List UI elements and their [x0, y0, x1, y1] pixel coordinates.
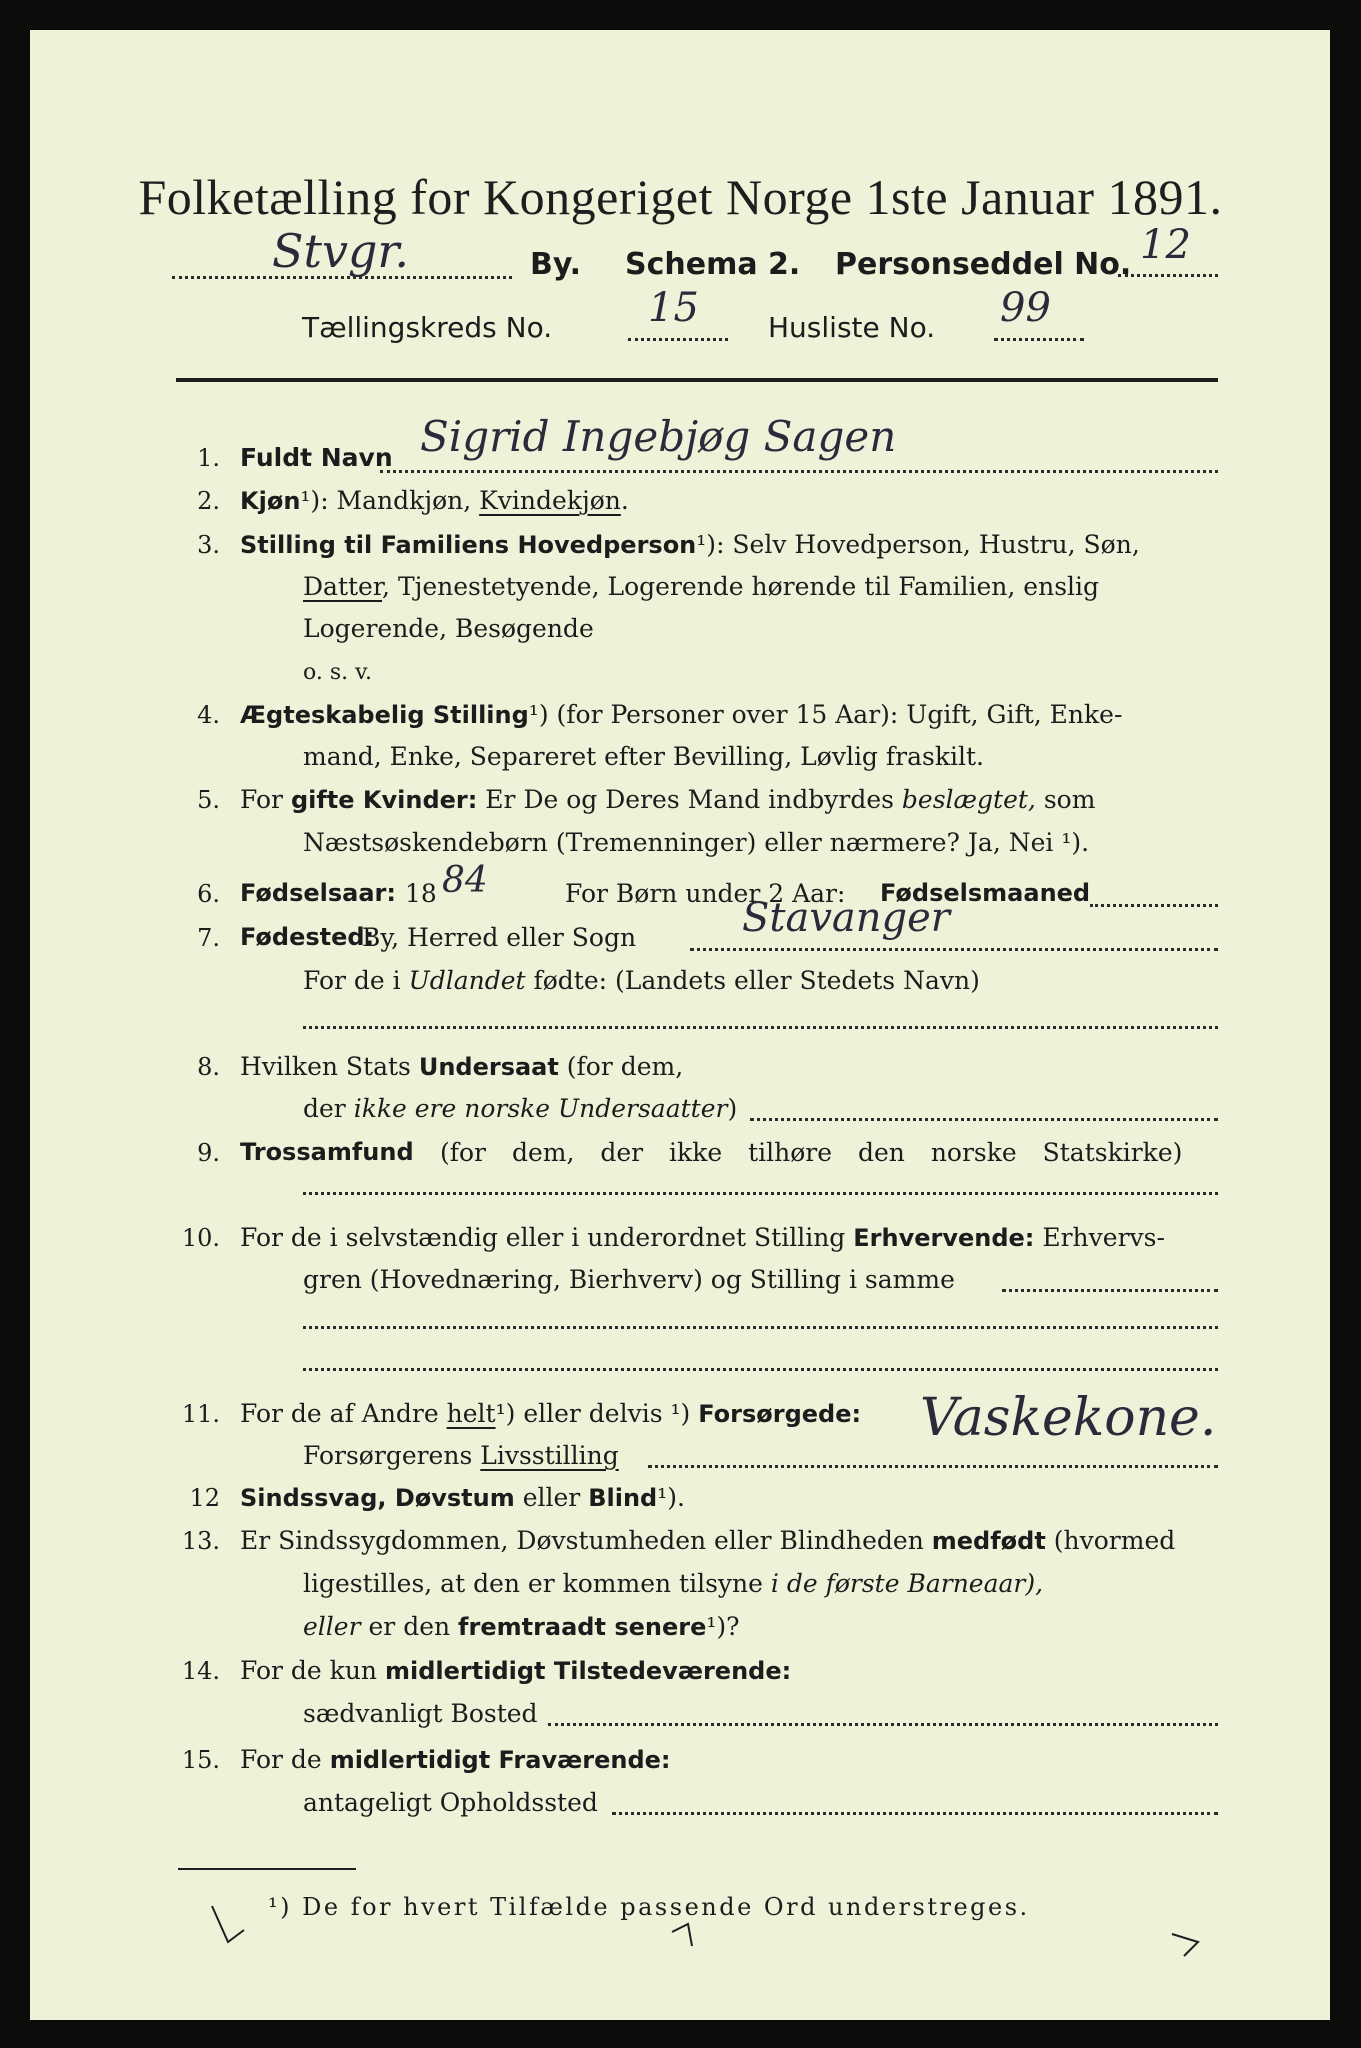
q3-selected: Datter — [303, 572, 383, 601]
q13-line1-b: (hvormed — [1053, 1526, 1176, 1555]
q3-number: 3. — [197, 531, 220, 559]
q11-line1-bold: Forsørgede: — [698, 1400, 862, 1428]
q11-line1-ul: helt — [446, 1399, 496, 1428]
q6-number: 6. — [197, 880, 220, 908]
q7-line2-b: fødte: (Landets eller Stedets Navn) — [533, 966, 980, 995]
husliste-value: 99 — [1000, 285, 1051, 331]
q6-label2: Fødselsmaaned — [880, 879, 1091, 907]
q5-line1: Er De og Deres Mand indbyrdes — [485, 785, 894, 814]
q15-line1-a: For de — [240, 1745, 322, 1774]
q13-line3-b: ¹)? — [706, 1612, 740, 1641]
q10-line2: gren (Hovednæring, Bierhverv) og Stilling i samme — [303, 1265, 955, 1294]
q10-line1-a: For de i selvstændig eller i underordnet Stilling — [240, 1223, 846, 1252]
q2-selected: Kvindekjøn — [479, 486, 621, 515]
q7-label: Fødested: — [240, 923, 375, 951]
q5-italic: beslægtet, — [901, 785, 1036, 814]
q7-line2-a: For de i — [303, 966, 401, 995]
personseddel-label: Personseddel No. — [835, 247, 1132, 282]
footnote: ¹) De for hvert Tilfælde passende Ord understreges. — [268, 1893, 1030, 1921]
q5-for: For — [240, 785, 283, 814]
q13-number: 13. — [181, 1527, 220, 1555]
by-label: By. — [530, 247, 582, 282]
q2-fn: ¹) — [300, 486, 321, 515]
q12-number: 12 — [189, 1484, 220, 1512]
q13-line3-bold: fremtraadt senere — [458, 1613, 707, 1641]
q13-line2-italic: i de første Barneaar), — [770, 1569, 1044, 1598]
q1-number: 1. — [197, 444, 220, 472]
kreds-value: 15 — [648, 285, 699, 331]
q11-line2-ul: Livsstilling — [480, 1441, 619, 1470]
q9-text: (for dem, der ikke tilhøre den norske Statskirke) — [440, 1138, 1183, 1167]
q12-fn: ¹). — [657, 1483, 685, 1512]
personseddel-value: 12 — [1140, 222, 1191, 268]
q13-line1-bold: medfødt — [931, 1527, 1046, 1555]
q6-year-value: 84 — [442, 860, 488, 901]
q5-number: 5. — [197, 786, 220, 814]
q8-number: 8. — [197, 1053, 220, 1081]
q14-line2: sædvanligt Bosted — [303, 1699, 538, 1728]
q3-line1: : Selv Hovedperson, Hustru, Søn, — [716, 530, 1140, 559]
q8-line1-bold: Undersaat — [418, 1053, 559, 1081]
q6-label: Fødselsaar: — [240, 879, 396, 907]
q9-label: Trossamfund — [240, 1138, 414, 1166]
q3-line3: Logerende, Besøgende — [303, 614, 594, 643]
husliste-label: Husliste No. — [768, 311, 936, 344]
q3-line2: , Tjenestetyende, Logerende hørende til Familien, enslig — [382, 572, 1100, 601]
q11-line1-a: For de af Andre — [240, 1399, 439, 1428]
q2-end: . — [620, 486, 629, 515]
q2-label: Kjøn — [240, 487, 301, 515]
q5-line1-end: som — [1043, 785, 1096, 814]
corner-mark-middle — [672, 1924, 692, 1946]
q14-line1-a: For de kun — [240, 1656, 378, 1685]
q13-line2-a: ligestilles, at den er kommen tilsyne — [303, 1569, 763, 1598]
q11-line1-b: ¹) eller delvis ¹) — [495, 1399, 691, 1428]
q6-text: For Børn under 2 Aar: — [565, 879, 846, 908]
q8-line2-a: der — [303, 1094, 346, 1123]
schema-label: Schema 2. — [625, 247, 801, 282]
corner-mark-left — [212, 1906, 244, 1942]
form-title: Folketælling for Kongeriget Norge 1ste Januar 1891. — [138, 169, 1223, 225]
q13-line3-a: er den — [368, 1612, 451, 1641]
q13-line3-italic: eller — [303, 1612, 361, 1641]
q8-line1-a: Hvilken Stats — [240, 1052, 411, 1081]
q4-label: Ægteskabelig Stilling — [240, 701, 529, 729]
q12-bold: Sindssvag, Døvstum — [240, 1484, 515, 1512]
q13-line1-a: Er Sindssygdommen, Døvstumheden eller Blindheden — [240, 1526, 924, 1555]
q15-line2: antageligt Opholdssted — [303, 1788, 598, 1817]
q7-text: By, Herred eller Sogn — [362, 923, 637, 952]
q2-text: : Mandkjøn, — [320, 486, 472, 515]
q15-number: 15. — [181, 1746, 220, 1774]
corner-mark-right — [1172, 1934, 1198, 1956]
q1-label: Fuldt Navn — [240, 443, 393, 472]
q8-line1-b: (for dem, — [566, 1052, 684, 1081]
q3-line4: o. s. v. — [303, 660, 372, 685]
q14-line1-bold: midlertidigt Tilstedeværende: — [384, 1657, 792, 1685]
town-handwritten: Stvgr. — [272, 224, 409, 278]
q5-line2: Næstsøskendebørn (Tremenninger) eller nærmere? Ja, Nei ¹). — [303, 828, 1090, 857]
q8-line2-b: ) — [727, 1094, 738, 1123]
q11-answer: Vaskekone. — [920, 1388, 1217, 1448]
q6-year-prefix: 18 — [405, 879, 437, 908]
q3-fn: ¹) — [696, 530, 717, 559]
q7-number: 7. — [197, 924, 220, 952]
q10-line1-b: Erhvervs- — [1042, 1223, 1165, 1252]
q1-answer: Sigrid Ingebjøg Sagen — [420, 412, 897, 461]
q5-label: gifte Kvinder: — [290, 786, 478, 814]
q4-fn: ¹) — [528, 700, 549, 729]
kreds-label: Tællingskreds No. — [302, 311, 553, 344]
q11-line2-a: Forsørgerens — [303, 1441, 473, 1470]
q14-number: 14. — [181, 1657, 220, 1685]
q2-number: 2. — [197, 487, 220, 515]
q10-line1-bold: Erhvervende: — [853, 1224, 1035, 1252]
q12-text: eller — [522, 1483, 581, 1512]
q4-line2: mand, Enke, Separeret efter Bevilling, Løvlig fraskilt. — [303, 742, 984, 771]
q7-answer: Stavanger — [742, 895, 950, 941]
q3-label: Stilling til Familiens Hovedperson — [240, 531, 697, 559]
q8-line2-italic: ikke ere norske Undersaatter — [353, 1094, 728, 1123]
q9-number: 9. — [197, 1139, 220, 1167]
q11-number: 11. — [181, 1400, 220, 1428]
q4-number: 4. — [197, 701, 220, 729]
q10-number: 10. — [181, 1224, 220, 1252]
q12-bold2: Blind — [588, 1484, 658, 1512]
q7-line2-italic: Udlandet — [408, 966, 526, 995]
q4-line1: (for Personer over 15 Aar): Ugift, Gift, Enke- — [556, 700, 1123, 729]
q15-line1-bold: midlertidigt Fraværende: — [329, 1746, 671, 1774]
